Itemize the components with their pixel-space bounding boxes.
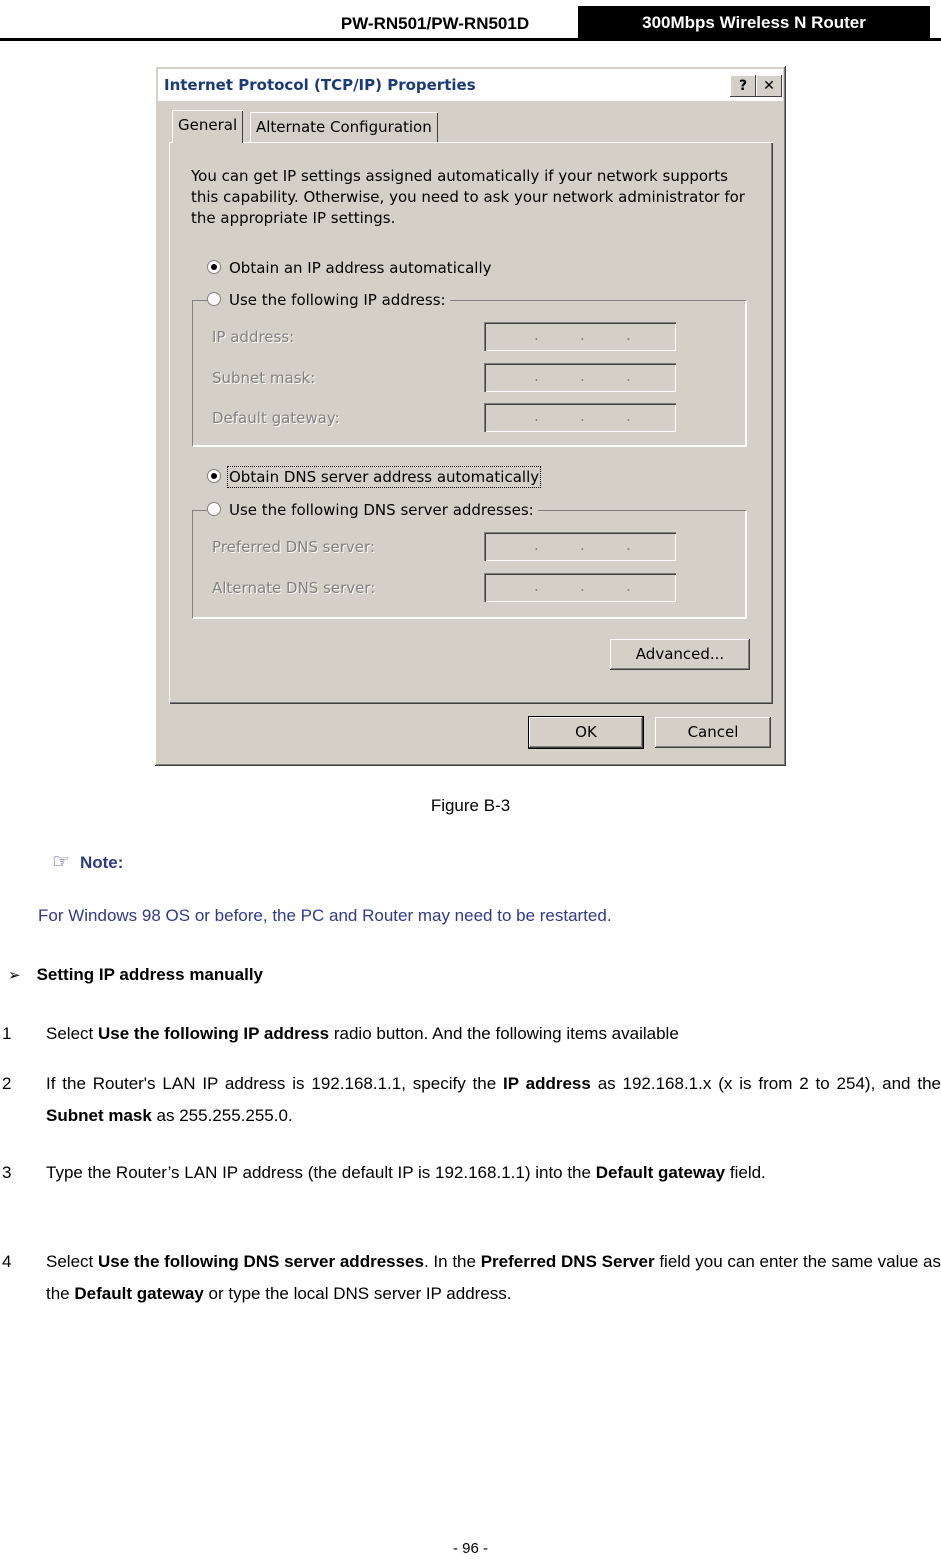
pointing-hand-icon: ☞ [52,851,70,873]
radio-use-dns-label: Use the following DNS server addresses: [229,501,534,519]
step-text-part: Select [46,1024,98,1043]
ip-dot: . [534,407,539,425]
figure-caption: Figure B-3 [430,796,511,815]
radio-obtain-ip[interactable] [207,259,496,277]
ip-dot: . [580,367,585,385]
step-number: 4 [2,1252,12,1271]
close-button[interactable]: ✕ [756,75,782,97]
step-text [46,1246,941,1310]
default-gateway-label: Default gateway: [212,409,340,427]
ip-dot: . [580,577,585,595]
page-number: - 96 - [452,1540,488,1557]
step-text-part: field. [725,1163,766,1182]
subnet-mask-label: Subnet mask: [212,369,316,387]
step-text-part: . In the [423,1252,481,1271]
step-number: 1 [2,1024,12,1043]
step-text [46,1068,941,1132]
ip-dot: . [534,536,539,554]
advanced-button[interactable]: Advanced... [610,639,750,670]
header-rule [0,38,941,41]
tab-alternate-configuration[interactable]: Alternate Configuration [250,112,438,142]
radio-unselected-icon [207,502,221,516]
step-text-part: If the Router's LAN IP address is 192.168.1.1, specify the [46,1074,504,1093]
step-text-part: Select [46,1252,98,1271]
radio-use-ip-label: Use the following IP address: [229,291,446,309]
radio-selected-icon [207,469,221,483]
tab-general[interactable]: General [172,110,243,143]
ip-dot: . [626,536,631,554]
general-panel [169,142,773,704]
ip-dot: . [626,407,631,425]
ok-button[interactable]: OK [529,717,643,748]
step-text-part: as 192.168.1.x (x is from 2 to 254), and the [590,1074,941,1093]
step-number: 3 [2,1163,12,1182]
ip-address-field[interactable] [484,322,676,351]
cancel-button[interactable]: Cancel [655,717,771,748]
ip-dot: . [580,326,585,344]
step-text-part: Type the Router’s LAN IP address (the default IP is 192.168.1.1) into the [46,1163,596,1182]
radio-obtain-ip-label: Obtain an IP address automatically [229,259,492,277]
alternate-dns-field[interactable] [484,573,676,602]
ip-address-group [192,300,746,446]
section-heading [8,965,263,985]
ip-dot: . [626,367,631,385]
step-text-part: or type the local DNS server IP address. [203,1284,512,1303]
step-text-part: field you can enter the same value as the [46,1252,941,1303]
radio-obtain-dns-label: Obtain DNS server address automatically [229,468,540,486]
step-text-part: as 255.255.255.0. [151,1106,293,1125]
ip-dot: . [534,326,539,344]
alternate-dns-label: Alternate DNS server: [212,579,376,597]
tcpip-properties-dialog [155,66,786,766]
header-model: PW-RN501/PW-RN501D [340,14,530,33]
step-emphasis: Subnet mask [46,1106,152,1125]
ip-dot: . [534,367,539,385]
step-emphasis: Default gateway [74,1284,204,1303]
preferred-dns-label: Preferred DNS server: [212,538,375,556]
ip-dot: . [534,577,539,595]
section-heading-label: Setting IP address manually [36,965,264,984]
help-button[interactable]: ? [730,75,756,97]
radio-use-ip[interactable] [207,291,450,309]
note-heading [52,849,123,874]
step-emphasis: IP address [503,1074,591,1093]
note-heading-label: Note: [79,853,124,872]
step-emphasis: Use the following IP address [97,1024,330,1043]
preferred-dns-field[interactable] [484,532,676,561]
ip-dot: . [626,577,631,595]
ip-address-label: IP address: [212,328,295,346]
ip-dot: . [626,326,631,344]
radio-use-dns[interactable] [207,501,538,519]
header-title: 300Mbps Wireless N Router [578,6,930,40]
step-emphasis: Default gateway [595,1163,726,1182]
dialog-titlebar [158,69,783,101]
subnet-mask-field[interactable] [484,363,676,392]
step-emphasis: Use the following DNS server addresses [97,1252,424,1271]
default-gateway-field[interactable] [484,403,676,432]
step-number: 2 [2,1074,12,1093]
dialog-title: Internet Protocol (TCP/IP) Properties [164,76,476,94]
radio-obtain-dns[interactable] [207,468,543,486]
step-text [46,1018,941,1050]
ip-dot: . [580,536,585,554]
radio-selected-icon [207,260,221,274]
arrow-bullet-icon: ➢ [8,967,21,984]
ip-dot: . [580,407,585,425]
intro-text: You can get IP settings assigned automatically if your network supports this capability. Otherwise, you need to ask your network administrator for the appropriate IP settings. [191,167,745,227]
radio-unselected-icon [207,292,221,306]
step-emphasis: Preferred DNS Server [480,1252,655,1271]
dns-server-group [192,510,746,618]
step-text-part: radio button. And the following items available [329,1024,679,1043]
step-text [46,1157,941,1189]
note-text: For Windows 98 OS or before, the PC and Router may need to be restarted. [38,906,612,925]
